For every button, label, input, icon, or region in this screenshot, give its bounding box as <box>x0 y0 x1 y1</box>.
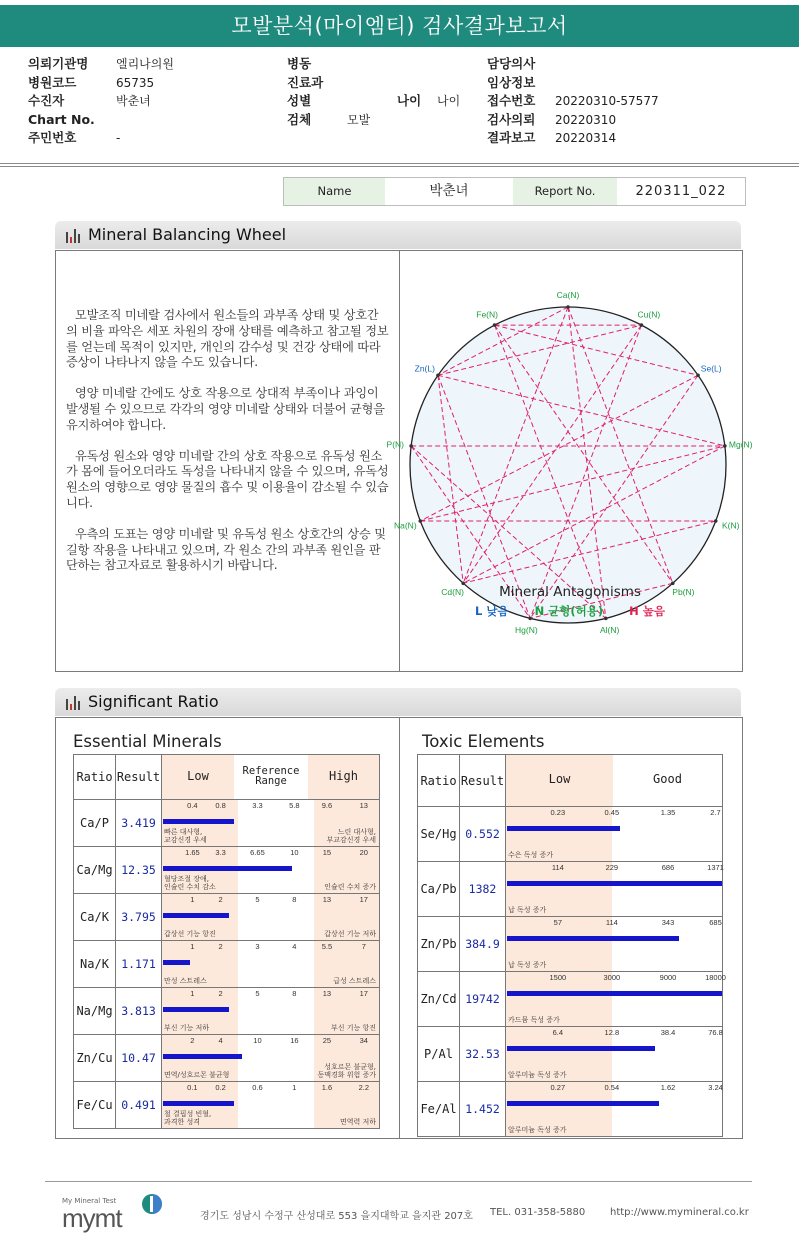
ratio-bar <box>507 1101 659 1106</box>
wheel-node-label: Cu(N) <box>637 309 661 320</box>
tick-label: 5.5 <box>321 942 333 951</box>
ratio-bar <box>163 960 190 965</box>
tick-label: 7 <box>361 942 366 951</box>
info-value: 65735 <box>116 75 155 90</box>
ratio-bar <box>507 826 620 831</box>
info-value: - <box>116 131 121 145</box>
ratio-row <box>74 894 380 941</box>
brand-tagline: My Mineral Test <box>62 1197 117 1205</box>
low-caption: 납 독성 증가 <box>508 961 547 969</box>
report-value: 220311_022 <box>635 184 727 199</box>
essential-title: Essential Minerals <box>73 732 222 751</box>
wheel-section-title: Mineral Balancing Wheel <box>88 225 287 244</box>
info-row <box>487 55 659 74</box>
ratio-name: Zn/Cu <box>74 1035 116 1082</box>
tick-label: 9.6 <box>321 801 333 810</box>
low-caption: 수은 독성 증가 <box>508 851 554 859</box>
report-title: 모발분석(마이엠티) 검사결과보고서 <box>0 5 799 47</box>
ratio-bar <box>507 991 722 996</box>
tick-label: 3.24 <box>708 1083 723 1092</box>
tick-label: 1500 <box>549 973 567 982</box>
info-label: 검사의뢰 <box>487 111 536 127</box>
tick-label: 229 <box>605 863 619 872</box>
tick-label: 5 <box>255 895 260 904</box>
low-caption: 납 독성 증가 <box>508 906 547 914</box>
tick-label: 0.4 <box>187 801 198 810</box>
info-label: 결과보고 <box>487 130 536 145</box>
tick-label: 6.65 <box>250 848 265 857</box>
tick-label: 3.3 <box>252 801 263 810</box>
ratio-name: Fe/Cu <box>74 1082 116 1129</box>
ratio-bar <box>163 1054 242 1059</box>
tick-label: 1.35 <box>660 808 676 817</box>
info-column-2 <box>287 55 370 129</box>
info-row <box>28 55 174 74</box>
ratio-section-title: Significant Ratio <box>88 692 219 711</box>
tick-label: 0.45 <box>604 808 620 817</box>
ratio-graph <box>162 894 380 941</box>
info-row <box>287 92 370 111</box>
ratio-name: P/Al <box>418 1027 460 1082</box>
wheel-node-label: K(N) <box>721 520 740 531</box>
info-row <box>487 111 659 130</box>
ratio-name: Na/K <box>74 941 116 988</box>
wheel-node-label: Zn(L) <box>414 363 435 374</box>
tick-label: 0.2 <box>215 1083 226 1092</box>
high-caption: 급성 스트레스 <box>333 977 376 985</box>
info-row <box>28 111 174 130</box>
ratio-name: Fe/Al <box>418 1082 460 1137</box>
high-caption: 면역력 저하 <box>339 1118 376 1126</box>
footer-tel: TEL. 031-358-5880 <box>490 1207 586 1218</box>
info-label: 진료과 <box>287 74 324 90</box>
tick-label: 3.3 <box>215 848 226 857</box>
info-row <box>487 92 659 111</box>
wheel-node-label: Hg(N) <box>515 625 538 636</box>
low-caption: 카드뮴 독성 증가 <box>508 1016 560 1024</box>
tick-label: 1 <box>190 895 195 904</box>
tick-label: 18000 <box>705 973 726 982</box>
info-value: 엘리나의원 <box>116 57 174 71</box>
ratio-name: Ca/P <box>74 800 116 847</box>
ratio-graph <box>506 1027 723 1082</box>
tick-label: 15 <box>322 848 332 857</box>
wheel-node-label: Al(N) <box>599 625 620 636</box>
ratio-bar <box>507 881 722 886</box>
ratio-graph <box>162 800 380 847</box>
ratio-name: Zn/Pb <box>418 917 460 972</box>
wheel-node-label: Ca(N) <box>556 290 580 300</box>
tick-label: 2 <box>218 895 223 904</box>
tick-label: 1 <box>190 942 195 951</box>
info-row <box>287 55 370 74</box>
tick-label: 25 <box>322 1036 332 1045</box>
ratio-row <box>74 1035 380 1082</box>
wheel-node <box>696 373 700 377</box>
tick-label: 114 <box>551 863 564 872</box>
name-label: Name <box>284 178 385 205</box>
ratio-bar <box>163 1101 234 1106</box>
wheel-node-label: Cd(N) <box>441 587 464 598</box>
wheel-description <box>66 308 390 589</box>
info-row <box>287 74 370 93</box>
tick-label: 5 <box>255 989 260 998</box>
info-label: 의뢰기관명 <box>28 56 89 71</box>
info-label: 병원코드 <box>28 74 77 90</box>
ratio-graph <box>162 941 380 988</box>
col-low: Low <box>187 769 209 783</box>
tick-label: 13 <box>322 989 332 998</box>
ratio-result: 1382 <box>460 862 506 917</box>
tick-label: 16 <box>290 1036 299 1045</box>
ratio-bar <box>163 819 234 824</box>
bar-chart-icon <box>66 696 80 710</box>
low-caption: 빠른 대사형, 교감신경 우세 <box>164 828 207 844</box>
wheel-node-label: Pb(N) <box>672 587 695 598</box>
ratio-row <box>418 862 723 917</box>
tick-label: 1371 <box>707 863 724 872</box>
high-caption: 부신 기능 항진 <box>330 1024 376 1032</box>
header-divider-2 <box>0 166 799 167</box>
col-result: Result <box>116 755 162 800</box>
ratio-graph <box>162 988 380 1035</box>
ratio-result: 384.9 <box>460 917 506 972</box>
wheel-node <box>723 444 727 448</box>
tick-label: 1.6 <box>321 1083 333 1092</box>
tick-label: 0.54 <box>604 1083 620 1092</box>
wheel-node <box>436 373 440 377</box>
tick-label: 8 <box>292 989 297 998</box>
tick-label: 2 <box>218 989 223 998</box>
col-range <box>162 755 380 800</box>
ratio-result: 3.419 <box>116 800 162 847</box>
tick-label: 10 <box>253 1036 262 1045</box>
ratio-bar <box>163 866 292 871</box>
wheel-node <box>493 323 497 327</box>
ratio-result: 1.452 <box>460 1082 506 1137</box>
col-result: Result <box>460 755 506 807</box>
ratio-result: 3.795 <box>116 894 162 941</box>
ratio-result: 1.171 <box>116 941 162 988</box>
tick-label: 5.8 <box>289 801 300 810</box>
wheel-node-label: Na(N) <box>393 520 417 531</box>
ratio-row <box>74 941 380 988</box>
toxic-header-row <box>418 755 723 807</box>
ratio-result: 32.53 <box>460 1027 506 1082</box>
tick-label: 2 <box>218 942 223 951</box>
ratio-name: Na/Mg <box>74 988 116 1035</box>
col-range <box>506 755 723 807</box>
name-value: 박춘녀 <box>429 183 469 199</box>
brand-logo: mymt <box>62 1203 122 1233</box>
tick-label: 1.65 <box>185 848 200 857</box>
ratio-name: Ca/K <box>74 894 116 941</box>
tick-label: 3000 <box>603 973 621 982</box>
ratio-row <box>418 807 723 862</box>
footer-divider <box>45 1181 752 1182</box>
desc-paragraph-3: 유독성 원소와 영양 미네랄 간의 상호 작용으로 유독성 원소가 몸에 들어오더라도 독성을 나타내지 않을 수 있으며, 유독성 원소의 영향으로 영양 물질의 흡수 및 이용율이 감소될 수 있습니다. <box>66 448 389 510</box>
tick-label: 13 <box>322 895 332 904</box>
ratio-bar <box>163 913 229 918</box>
tick-label: 343 <box>661 918 675 927</box>
age-value: 나이 <box>436 94 461 108</box>
ratio-graph <box>506 917 723 972</box>
ratio-name: Zn/Cd <box>418 972 460 1027</box>
brand-mark-icon <box>141 1193 163 1215</box>
tick-label: 114 <box>605 918 618 927</box>
high-caption: 갑상선 기능 저하 <box>324 930 376 938</box>
bar-chart-icon <box>66 229 80 243</box>
info-label: Chart No. <box>28 111 95 127</box>
legend-high: H 높음 <box>629 604 666 618</box>
ratio-section-header <box>55 688 741 716</box>
low-caption: 철 결핍성 빈혈, 과격한 성격 <box>164 1110 212 1126</box>
ratio-panel-divider <box>399 718 400 1138</box>
ratio-row <box>418 917 723 972</box>
tick-label: 0.6 <box>252 1083 263 1092</box>
ratio-row <box>418 1082 723 1137</box>
essential-table <box>73 754 380 1129</box>
ratio-row <box>418 972 723 1027</box>
info-row <box>28 129 174 148</box>
info-value: 모발 <box>347 112 371 127</box>
high-caption: 성호르몬 불균형, 동맥경화 위험 증가 <box>317 1063 376 1079</box>
ratio-result: 10.47 <box>116 1035 162 1082</box>
tick-label: 0.27 <box>550 1083 566 1092</box>
info-value: 20220314 <box>555 131 617 145</box>
ratio-name: Ca/Mg <box>74 847 116 894</box>
ratio-graph <box>506 1082 723 1137</box>
low-caption: 면역/성호르몬 불균형 <box>164 1071 230 1079</box>
ratio-result: 0.552 <box>460 807 506 862</box>
info-value: 20220310-57577 <box>555 94 659 108</box>
info-label: 주민번호 <box>28 130 77 145</box>
tick-label: 76.8 <box>708 1028 723 1037</box>
tick-label: 12.8 <box>604 1028 620 1037</box>
info-value: 박춘녀 <box>116 94 151 108</box>
tick-label: 3 <box>255 942 260 951</box>
tick-label: 17 <box>359 989 368 998</box>
info-row <box>28 74 174 93</box>
ratio-name: Ca/Pb <box>418 862 460 917</box>
wheel-node-label: Fe(N) <box>476 309 499 320</box>
wheel-node <box>566 305 570 309</box>
col-low: Low <box>548 772 571 786</box>
tick-label: 13 <box>359 801 368 810</box>
tick-label: 4 <box>292 942 297 951</box>
info-column-3 <box>487 55 659 148</box>
tick-label: 2.2 <box>358 1083 370 1092</box>
tick-label: 17 <box>359 895 368 904</box>
tick-label: 9000 <box>659 973 677 982</box>
info-row <box>28 92 174 111</box>
tick-label: 57 <box>553 918 562 927</box>
ratio-row <box>74 800 380 847</box>
wheel-node-label: P(N) <box>386 439 405 450</box>
ratio-row <box>74 847 380 894</box>
legend-normal: N 균형(허용) <box>534 604 604 618</box>
tick-label: 10 <box>290 848 299 857</box>
tick-label: 34 <box>359 1036 368 1045</box>
wheel-node-label: Se(L) <box>700 363 722 374</box>
tick-label: 38.4 <box>660 1028 676 1037</box>
wheel-section-header <box>55 221 741 249</box>
low-caption: 알루미늄 독성 증가 <box>508 1071 567 1079</box>
tick-label: 4 <box>218 1036 223 1045</box>
col-ratio: Ratio <box>74 755 116 800</box>
ratio-row <box>74 1082 380 1129</box>
tick-label: 2 <box>190 1036 195 1045</box>
age-field <box>397 92 460 111</box>
ratio-row <box>418 1027 723 1082</box>
desc-paragraph-1: 모발조직 미네랄 검사에서 원소들의 과부족 상태 및 상호간의 비율 파악은 세포 차원의 장애 상태를 예측하고 참고될 정보를 얻는데 목적이 있지만, 개인의 감수성 및 건강 상태에 따라 증상이 나타나지 않을 수도 있습니다. <box>66 308 389 370</box>
footer-address: 경기도 성남시 수정구 산성대로 553 을지대학교 을지관 207호 <box>200 1211 473 1222</box>
ratio-graph <box>506 862 723 917</box>
footer-url[interactable]: http://www.mymineral.co.kr <box>610 1207 749 1218</box>
col-ratio: Ratio <box>418 755 460 807</box>
tick-label: 1.62 <box>660 1083 676 1092</box>
low-caption: 갑상선 기능 항진 <box>164 930 216 938</box>
info-label: 성별 <box>287 93 312 108</box>
high-caption: 인슐린 수치 증가 <box>324 883 376 891</box>
name-report-bar <box>283 177 746 206</box>
info-row <box>287 111 370 130</box>
essential-header-row <box>74 755 380 800</box>
low-caption: 부신 기능 저하 <box>164 1024 210 1032</box>
ratio-graph <box>162 1082 380 1129</box>
low-caption: 알루미늄 독성 증가 <box>508 1126 567 1134</box>
ratio-graph <box>506 972 726 1027</box>
desc-paragraph-2: 영양 미네랄 간에도 상호 작용으로 상대적 부족이나 과잉이 발생될 수 있으므로 각각의 영양 미네랄 상태와 더불어 균형을 유지하여야 합니다. <box>66 386 385 432</box>
wheel-node-label: Mg(N) <box>728 439 753 450</box>
ratio-name: Se/Hg <box>418 807 460 862</box>
age-label: 나이 <box>397 93 422 108</box>
col-high: High <box>329 769 358 783</box>
col-good: Good <box>653 772 682 786</box>
info-label: 병동 <box>287 56 312 71</box>
tick-label: 0.23 <box>550 808 566 817</box>
header-divider <box>0 163 799 164</box>
ratio-bar <box>163 1007 229 1012</box>
wheel-node <box>418 519 422 523</box>
info-label: 접수번호 <box>487 93 536 108</box>
tick-label: 1 <box>190 989 195 998</box>
tick-label: 20 <box>359 848 368 857</box>
ratio-result: 12.35 <box>116 847 162 894</box>
toxic-title: Toxic Elements <box>422 732 545 751</box>
info-value: 20220310 <box>555 112 617 127</box>
ratio-result: 19742 <box>460 972 506 1027</box>
ratio-row <box>74 988 380 1035</box>
ratio-graph <box>162 847 380 894</box>
wheel-node <box>640 323 644 327</box>
low-caption: 만성 스트레스 <box>164 977 207 985</box>
tick-label: 685 <box>709 918 722 927</box>
info-label: 검체 <box>287 111 312 127</box>
report-label: Report No. <box>513 178 617 205</box>
tick-label: 8 <box>292 895 297 904</box>
wheel-circle <box>410 307 726 623</box>
tick-label: 0.1 <box>187 1083 198 1092</box>
tick-label: 6.4 <box>552 1028 564 1037</box>
desc-paragraph-4: 우측의 도표는 영양 미네랄 및 유독성 원소 상호간의 상승 및 길항 작용을 나타내고 있으며, 각 원소 간의 과부족 원인을 판단하는 참고자료로 활용하시기 바랍니다. <box>66 526 386 573</box>
tick-label: 0.8 <box>215 801 226 810</box>
ratio-graph <box>506 807 723 862</box>
wheel-node <box>714 519 718 523</box>
info-column-1 <box>28 55 174 148</box>
toxic-table <box>417 754 726 1137</box>
wheel-node <box>409 444 413 448</box>
ratio-result: 0.491 <box>116 1082 162 1129</box>
high-caption: 느린 대사형, 부교감신경 우세 <box>326 828 376 844</box>
info-row <box>487 129 659 148</box>
info-label: 수진자 <box>28 93 65 108</box>
low-caption: 혈당조절 장애, 인슐린 수치 감소 <box>164 875 216 891</box>
ratio-bar <box>507 936 679 941</box>
wheel-legend <box>400 603 740 619</box>
info-label: 임상정보 <box>487 74 536 90</box>
legend-low: L 낮음 <box>474 604 509 618</box>
col-reference: Reference Range <box>242 765 300 787</box>
tick-label: 686 <box>661 863 675 872</box>
ratio-bar <box>507 1046 655 1051</box>
tick-label: 2.7 <box>710 808 721 817</box>
tick-label: 1 <box>292 1083 297 1092</box>
info-row <box>487 74 659 93</box>
info-label: 담당의사 <box>487 56 536 71</box>
wheel-legend-title: Mineral Antagonisms <box>499 584 641 600</box>
ratio-result: 3.813 <box>116 988 162 1035</box>
ratio-graph <box>162 1035 380 1082</box>
